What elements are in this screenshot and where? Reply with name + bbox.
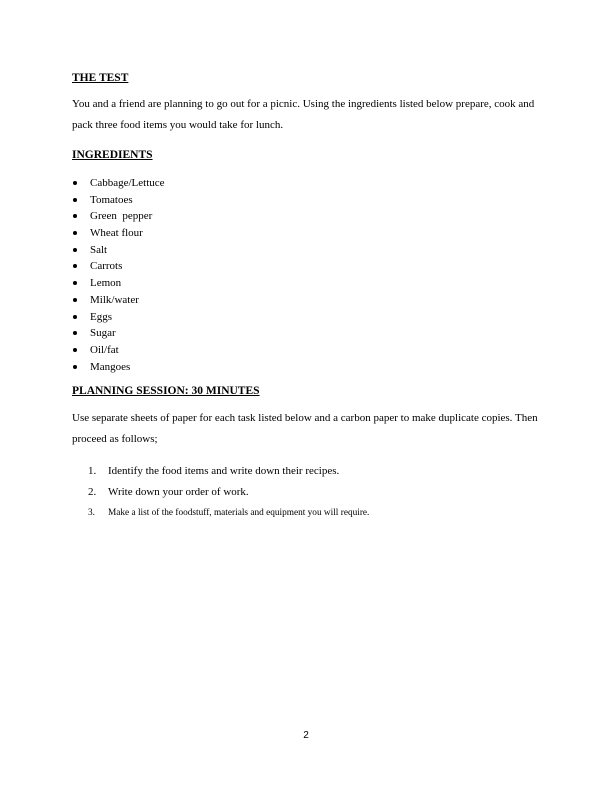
page-number: 2 xyxy=(303,730,309,741)
ingredients-heading: INGREDIENTS xyxy=(72,149,153,161)
list-item: Mangoes xyxy=(72,359,165,376)
ingredients-list xyxy=(72,175,165,375)
bullet-icon xyxy=(73,214,77,218)
list-item: Eggs xyxy=(72,309,165,326)
planning-steps xyxy=(88,461,369,524)
bullet-icon xyxy=(73,198,77,202)
list-item: Tomatoes xyxy=(72,192,165,209)
bullet-icon xyxy=(73,331,77,335)
bullet-icon xyxy=(73,365,77,369)
list-item: Green pepper xyxy=(72,208,165,225)
planning-heading: PLANNING SESSION: 30 MINUTES xyxy=(72,385,260,397)
bullet-icon xyxy=(73,298,77,302)
bullet-icon xyxy=(73,248,77,252)
bullet-icon xyxy=(73,281,77,285)
list-item: Salt xyxy=(72,242,165,259)
list-item: Wheat flour xyxy=(72,225,165,242)
list-item: 1. Identify the food items and write down their recipes. xyxy=(88,465,340,477)
list-item: Carrots xyxy=(72,258,165,275)
list-item: 2. Write down your order of work. xyxy=(88,486,249,498)
list-item: Sugar xyxy=(72,325,165,342)
bullet-icon xyxy=(73,264,77,268)
list-item: Cabbage/Lettuce xyxy=(72,175,165,192)
test-paragraph: You and a friend are planning to go out for a picnic. Using the ingredients listed below prepare, cook and pack three food items you would take for lunch. xyxy=(72,98,535,131)
planning-paragraph: Use separate sheets of paper for each task listed below and a carbon paper to make duplicate copies. Then proceed as follows; xyxy=(72,412,538,445)
bullet-icon xyxy=(73,181,77,185)
test-heading: THE TEST xyxy=(72,72,129,84)
list-item: Lemon xyxy=(72,275,165,292)
bullet-icon xyxy=(73,315,77,319)
bullet-icon xyxy=(73,348,77,352)
bullet-icon xyxy=(73,231,77,235)
list-item: 3. Make a list of the foodstuff, materials and equipment you will require. xyxy=(88,508,370,518)
list-item: Oil/fat xyxy=(72,342,165,359)
list-item: Milk/water xyxy=(72,292,165,309)
